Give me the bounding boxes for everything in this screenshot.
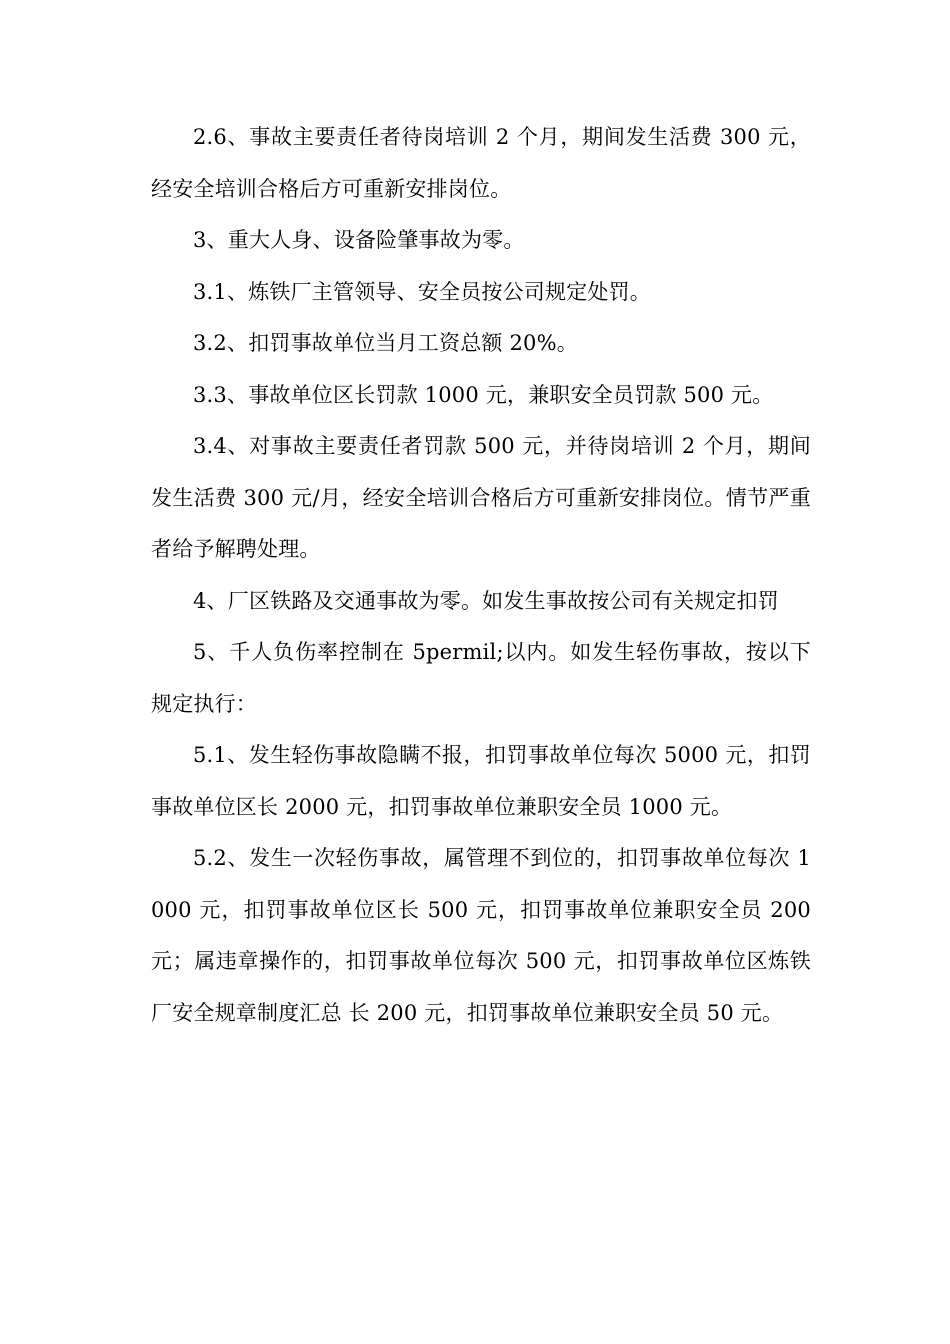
paragraph-5: 5、千人负伤率控制在 5permil;以内。如发生轻伤事故，按以下规定执行： <box>151 640 811 716</box>
paragraph-3: 3、重大人身、设备险肇事故为零。 <box>193 228 525 252</box>
paragraph-4: 4、厂区铁路及交通事故为零。如发生事故按公司有关规定扣罚 <box>193 588 779 613</box>
paragraph-2-6: 2.6、事故主要责任者待岗培训 2 个月，期间发生活费 300 元，经安全培训合格后方可重新安排岗位。 <box>151 125 811 201</box>
paragraph-5-2: 5.2、发生一次轻伤事故，属管理不到位的，扣罚事故单位每次 1000 元，扣罚事故单位区长 500 元，扣罚事故单位兼职安全员 200 元；属违章操作的，扣罚事故单位每次 500 元，扣罚事故单位区炼铁厂安全规章制度汇总 长 200 元，扣罚事故单位兼职安全员 50 元。 <box>151 846 811 1025</box>
document-body <box>151 112 811 1039</box>
paragraph-3-1: 3.1、炼铁厂主管领导、安全员按公司规定处罚。 <box>193 279 651 304</box>
paragraph-3-2: 3.2、扣罚事故单位当月工资总额 20%。 <box>193 331 578 355</box>
paragraph-3-4: 3.4、对事故主要责任者罚款 500 元，并待岗培训 2 个月，期间发生活费 300 元/月，经安全培训合格后方可重新安排岗位。情节严重者给予解聘处理。 <box>151 434 811 561</box>
paragraph-3-3: 3.3、事故单位区长罚款 1000 元，兼职安全员罚款 500 元。 <box>193 382 774 407</box>
paragraph-5-1: 5.1、发生轻伤事故隐瞒不报，扣罚事故单位每次 5000 元，扣罚事故单位区长 2000 元，扣罚事故单位兼职安全员 1000 元。 <box>151 743 811 819</box>
